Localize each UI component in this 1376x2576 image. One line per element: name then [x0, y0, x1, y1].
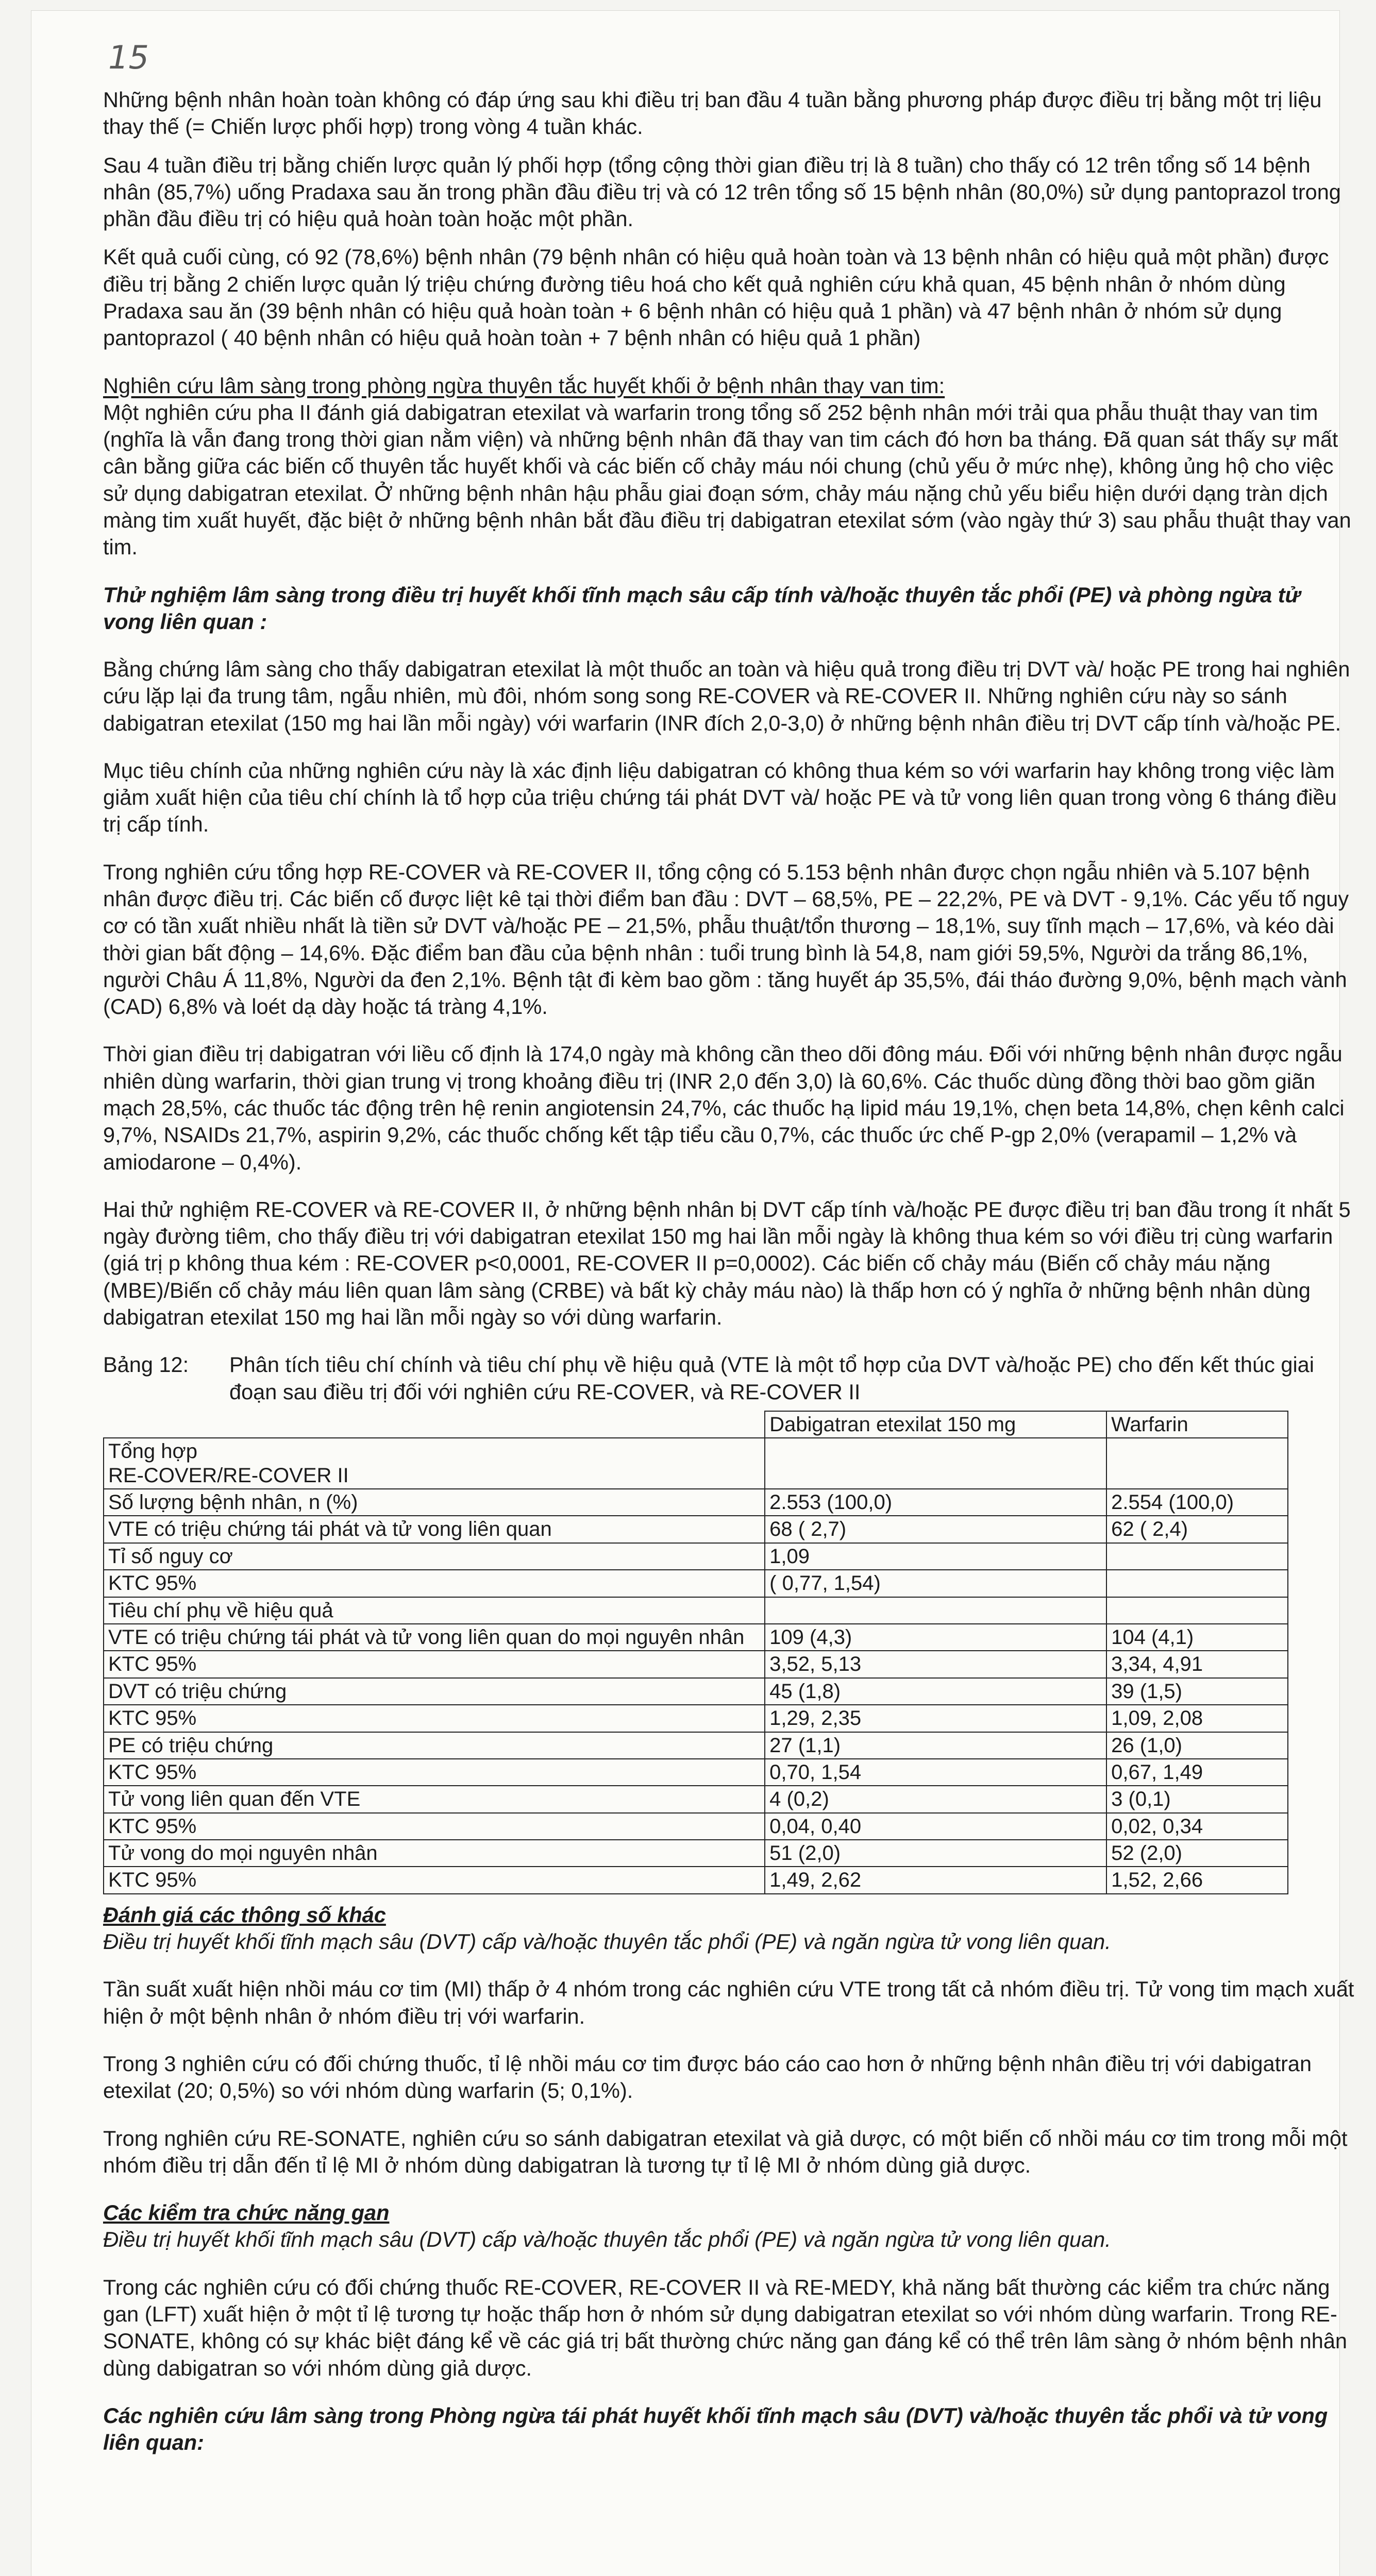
table-cell: 4 (0,2) [765, 1786, 1106, 1812]
dvt-section-heading: Thử nghiệm lâm sàng trong điều trị huyết khối tĩnh mạch sâu cấp tính và/hoặc thuyên tắc phổi (PE) và phòng ngừa tử vong liên quan : [103, 582, 1301, 634]
table-cell: Tổng hợp RE-COVER/RE-COVER II [104, 1438, 765, 1489]
table-cell: VTE có triệu chứng tái phát và tử vong liên quan [104, 1516, 765, 1543]
table-cell: 1,09, 2,08 [1106, 1705, 1288, 1732]
table-row [104, 1705, 1288, 1732]
table-cell: 45 (1,8) [765, 1678, 1106, 1705]
table-cell [1106, 1597, 1288, 1624]
dvt-paragraph-4: Thời gian điều trị dabigatran với liều cố định là 174,0 ngày mà không cần theo dõi đông máu. Đối với những bệnh nhân được ngẫu nhiên dùng warfarin, thời gian trung vị trong khoảng điều trị (INR 2,0 đến 3,0) là 60,6%. Các thuốc dùng đồng thời bao gồm giãn mạch 28,5%, các thuốc tác động trên hệ renin angiotensin 24,7%, các thuốc hạ lipid máu 19,1%, chẹn beta 14,8%, chẹn kênh calci 9,7%, NSAIDs 21,7%, aspirin 9,2%, các thuốc chống kết tập tiểu cầu 0,7%, các thuốc ức chế P-gp 2,0% (verapamil – 1,2% và amiodarone – 0,4%). [103, 1042, 1345, 1174]
table-cell: KTC 95% [104, 1759, 765, 1786]
table-row [104, 1489, 1288, 1516]
table-cell [1106, 1570, 1288, 1597]
table-cell: Tiêu chí phụ về hiệu quả [104, 1597, 765, 1624]
table-cell: 0,02, 0,34 [1106, 1813, 1288, 1840]
liver-section [103, 2199, 1355, 2382]
table-cell: 39 (1,5) [1106, 1678, 1288, 1705]
table-cell: KTC 95% [104, 1651, 765, 1677]
table-cell: 2.553 (100,0) [765, 1489, 1106, 1516]
table-cell: 52 (2,0) [1106, 1840, 1288, 1867]
table-cell: Số lượng bệnh nhân, n (%) [104, 1489, 765, 1516]
table-cell: PE có triệu chứng [104, 1732, 765, 1759]
dvt-paragraph-1: Bằng chứng lâm sàng cho thấy dabigatran etexilat là một thuốc an toàn và hiệu quả trong điều trị DVT và/ hoặc PE trong hai nghiên cứu lặp lại đa trung tâm, ngẫu nhiên, mù đôi, nhóm song song RE-COVER và RE-COVER II. Những nghiên cứu này so sánh dabigatran etexilat (150 mg hai lần mỗi ngày) với warfarin (INR đích 2,0-3,0) ở những bệnh nhân điều trị DVT cấp tính và/hoặc PE. [103, 657, 1350, 735]
table-cell: 1,49, 2,62 [765, 1867, 1106, 1893]
table-row [104, 1570, 1288, 1597]
table-cell [1106, 1438, 1288, 1489]
table-row [104, 1759, 1288, 1786]
other-safety-paragraph-2: Trong 3 nghiên cứu có đối chứng thuốc, tỉ lệ nhồi máu cơ tim được báo cáo cao hơn ở những bệnh nhân điều trị với dabigatran etexilat (20; 0,5%) so với nhóm dùng warfarin (5; 0,1%). [103, 2051, 1312, 2103]
dvt-paragraph-2: Mục tiêu chính của những nghiên cứu này là xác định liệu dabigatran có không thua kém so với warfarin hay không trong việc làm giảm xuất hiện của tiêu chí chính là tổ hợp của triệu chứng tái phát DVT và/ hoặc PE và tử vong liên quan trong vòng 6 tháng điều trị cấp tính. [103, 758, 1337, 837]
table-row [104, 1840, 1288, 1867]
document-body [103, 87, 1355, 2477]
table-row [104, 1867, 1288, 1893]
table-row [104, 1678, 1288, 1705]
table-cell: ( 0,77, 1,54) [765, 1570, 1106, 1597]
table-cell: 3,52, 5,13 [765, 1651, 1106, 1677]
table-cell: 27 (1,1) [765, 1732, 1106, 1759]
table-caption-text: Phân tích tiêu chí chính và tiêu chí phụ về hiệu quả (VTE là một tổ hợp của DVT và/hoặc PE) cho đến kết thúc giai đoạn sau điều trị đối với nghiên cứu RE-COVER, và RE-COVER II [229, 1352, 1314, 1404]
table-cell: 1,52, 2,66 [1106, 1867, 1288, 1893]
valve-section [103, 372, 1355, 561]
dvt-section [103, 582, 1355, 1331]
table-cell [765, 1597, 1106, 1624]
table-cell: 3 (0,1) [1106, 1786, 1288, 1812]
table-cell: 0,70, 1,54 [765, 1759, 1106, 1786]
table-cell: 62 ( 2,4) [1106, 1516, 1288, 1543]
table-cell: DVT có triệu chứng [104, 1678, 765, 1705]
page-number: 15 [108, 39, 149, 76]
table-row [104, 1813, 1288, 1840]
table-cell: 68 ( 2,7) [765, 1516, 1106, 1543]
table-cell: KTC 95% [104, 1570, 765, 1597]
liver-section-heading: Các kiểm tra chức năng gan [103, 2200, 390, 2225]
table-header-cell: Warfarin [1106, 1411, 1288, 1438]
table-row [104, 1786, 1288, 1812]
efficacy-table [103, 1411, 1288, 1894]
table-cell: 1,09 [765, 1543, 1106, 1570]
table-cell: KTC 95% [104, 1813, 765, 1840]
table-cell: 0,67, 1,49 [1106, 1759, 1288, 1786]
other-safety-section [103, 1902, 1355, 2179]
table-cell: 51 (2,0) [765, 1840, 1106, 1867]
table-caption-label: Bảng 12: [103, 1352, 189, 1377]
other-safety-heading: Đánh giá các thông số khác [103, 1902, 386, 1927]
document-page [31, 10, 1354, 2576]
table-cell: 2.554 (100,0) [1106, 1489, 1288, 1516]
liver-section-body: Trong các nghiên cứu có đối chứng thuốc RE-COVER, RE-COVER II và RE-MEDY, khả năng bất thường các kiểm tra chức năng gan (LFT) xuất hiện ở một tỉ lệ tương tự hoặc thấp hơn ở nhóm sử dụng dabigatran etexilat so với nhóm dùng warfarin. Trong RE-SONATE, không có sự khác biệt đáng kể về các giá trị bất thường chức năng gan đáng kể có thể trên lâm sàng ở nhóm bệnh nhân dùng dabigatran so với nhóm dùng giả dược. [103, 2275, 1348, 2380]
other-safety-paragraph-3: Trong nghiên cứu RE-SONATE, nghiên cứu so sánh dabigatran etexilat và giả dược, có một biến cố nhồi máu cơ tim trong mỗi một nhóm điều trị dẫn đến tỉ lệ MI ở nhóm dùng dabigatran là tương tự tỉ lệ MI ở nhóm dùng giả dược. [103, 2126, 1348, 2177]
table-row [104, 1438, 1288, 1489]
liver-section-subheading: Điều trị huyết khối tĩnh mạch sâu (DVT) cấp và/hoặc thuyên tắc phổi (PE) và ngăn ngừa tử vong liên quan. [103, 2227, 1111, 2252]
table-header-cell [104, 1411, 765, 1438]
table-cell: 3,34, 4,91 [1106, 1651, 1288, 1677]
table-cell: Tử vong do mọi nguyên nhân [104, 1840, 765, 1867]
table-row [104, 1732, 1288, 1759]
table-cell [765, 1438, 1106, 1489]
table-cell: 1,29, 2,35 [765, 1705, 1106, 1732]
table-cell: KTC 95% [104, 1867, 765, 1893]
table-cell: 26 (1,0) [1106, 1732, 1288, 1759]
table-caption [103, 1351, 1355, 1405]
final-heading: Các nghiên cứu lâm sàng trong Phòng ngừa tái phát huyết khối tĩnh mạch sâu (DVT) và/hoặc thuyên tắc phổi và tử vong liên quan: [103, 2403, 1328, 2455]
intro-paragraph-3: Kết quả cuối cùng, có 92 (78,6%) bệnh nhân (79 bệnh nhân có hiệu quả hoàn toàn và 13 bệnh nhân có hiệu quả một phần) được điều trị bằng 2 chiến lược quản lý triệu chứng đường tiêu hoá cho kết quả nghiên cứu khả quan, 45 bệnh nhân ở nhóm dùng Pradaxa sau ăn (39 bệnh nhân có hiệu quả hoàn toàn + 6 bệnh nhân có hiệu quả 1 phần) và 47 bệnh nhân ở nhóm sử dụng pantoprazol ( 40 bệnh nhân có hiệu quả hoàn toàn + 7 bệnh nhân có hiệu quả 1 phần) [103, 245, 1329, 350]
other-safety-subheading: Điều trị huyết khối tĩnh mạch sâu (DVT) cấp và/hoặc thuyên tắc phổi (PE) và ngăn ngừa tử vong liên quan. [103, 1929, 1111, 1954]
table-cell: 109 (4,3) [765, 1624, 1106, 1651]
table-body [104, 1438, 1288, 1894]
table-cell: Tử vong liên quan đến VTE [104, 1786, 765, 1812]
valve-section-heading: Nghiên cứu lâm sàng trong phòng ngừa thuyên tắc huyết khối ở bệnh nhân thay van tim: [103, 373, 945, 398]
table-row [104, 1651, 1288, 1677]
table-cell: Tỉ số nguy cơ [104, 1543, 765, 1570]
table-cell [1106, 1543, 1288, 1570]
other-safety-paragraph-1: Tần suất xuất hiện nhồi máu cơ tim (MI) thấp ở 4 nhóm trong các nghiên cứu VTE trong tất cả nhóm điều trị. Tử vong tim mạch xuất hiện ở một bệnh nhân ở nhóm điều trị với warfarin. [103, 1977, 1354, 2028]
table-row [104, 1624, 1288, 1651]
intro-paragraph-2: Sau 4 tuần điều trị bằng chiến lược quản lý phối hợp (tổng cộng thời gian điều trị là 8 tuần) cho thấy có 12 trên tổng số 14 bệnh nhân (85,7%) uống Pradaxa sau ăn trong phần đầu điều trị và có 12 trên tổng số 15 bệnh nhân (80,0%) sử dụng pantoprazol trong phần đầu điều trị có hiệu quả hoàn toàn hoặc một phần. [103, 152, 1341, 231]
table-cell: 104 (4,1) [1106, 1624, 1288, 1651]
table-row [104, 1543, 1288, 1570]
table-cell: 0,04, 0,40 [765, 1813, 1106, 1840]
dvt-paragraph-5: Hai thử nghiệm RE-COVER và RE-COVER II, ở những bệnh nhân bị DVT cấp tính và/hoặc PE được điều trị ban đầu trong ít nhất 5 ngày đường tiêm, cho thấy điều trị với dabigatran etexilat 150 mg hai lần mỗi ngày là không thua kém so với điều trị cùng warfarin (giá trị p không thua kém : RE-COVER p<0,0001, RE-COVER II p=0,0002). Các biến cố chảy máu (Biến cố chảy máu nặng (MBE)/Biến cố chảy máu liên quan lâm sàng (CRBE) và bất kỳ chảy máu nào) là thấp hơn có ý nghĩa ở những bệnh nhân dùng dabigatran etexilat 150 mg hai lần mỗi ngày so với dùng warfarin. [103, 1197, 1351, 1329]
table-cell: VTE có triệu chứng tái phát và tử vong liên quan do mọi nguyên nhân [104, 1624, 765, 1651]
table-row [104, 1597, 1288, 1624]
intro-paragraph-1: Những bệnh nhân hoàn toàn không có đáp ứng sau khi điều trị ban đầu 4 tuần bằng phương pháp được điều trị bằng một trị liệu thay thế (= Chiến lược phối hợp) trong vòng 4 tuần khác. [103, 88, 1322, 139]
table-header-row [104, 1411, 1288, 1438]
dvt-paragraph-3: Trong nghiên cứu tổng hợp RE-COVER và RE-COVER II, tổng cộng có 5.153 bệnh nhân được chọn ngẫu nhiên và 5.107 bệnh nhân được điều trị. Các biến cố được liệt kê tại thời điểm ban đầu : DVT – 68,5%, PE – 22,2%, PE và DVT - 9,1%. Các yếu tố nguy cơ có tần xuất nhiều nhất là tiền sử DVT và/hoặc PE – 21,5%, phẫu thuật/tổn thương – 18,1%, suy tĩnh mạch – 17,6%, và kéo dài thời gian bất động – 14,6%. Đặc điểm ban đầu của bệnh nhân : tuổi trung bình là 54,8, nam giới 59,5%, Người da trắng 86,1%, người Châu Á 11,8%, Người da đen 2,1%. Bệnh tật đi kèm bao gồm : tăng huyết áp 35,5%, đái tháo đường 9,0%, bệnh mạch vành (CAD) 6,8% và loét dạ dày hoặc tá tràng 4,1%. [103, 859, 1349, 1019]
valve-section-body: Một nghiên cứu pha II đánh giá dabigatran etexilat và warfarin trong tổng số 252 bệnh nhân mới trải qua phẫu thuật thay van tim (nghĩa là vẫn đang trong thời gian nằm viện) và những bệnh nhân đã thay van tim cách đó hơn ba tháng. Đã quan sát thấy sự mất cân bằng giữa các biến cố thuyên tắc huyết khối và các biến cố chảy máu nói chung (chủ yếu ở mức nhẹ), không ủng hộ cho việc sử dụng dabigatran etexilat. Ở những bệnh nhân hậu phẫu giai đoạn sớm, chảy máu nặng chủ yếu biểu hiện dưới dạng tràn dịch màng tim xuất huyết, đặc biệt ở những bệnh nhân bắt đầu điều trị dabigatran etexilat sớm (vào ngày thứ 3) sau phẫu thuật thay van tim. [103, 400, 1351, 560]
table-row [104, 1516, 1288, 1543]
table-header-cell: Dabigatran etexilat 150 mg [765, 1411, 1106, 1438]
table-cell: KTC 95% [104, 1705, 765, 1732]
